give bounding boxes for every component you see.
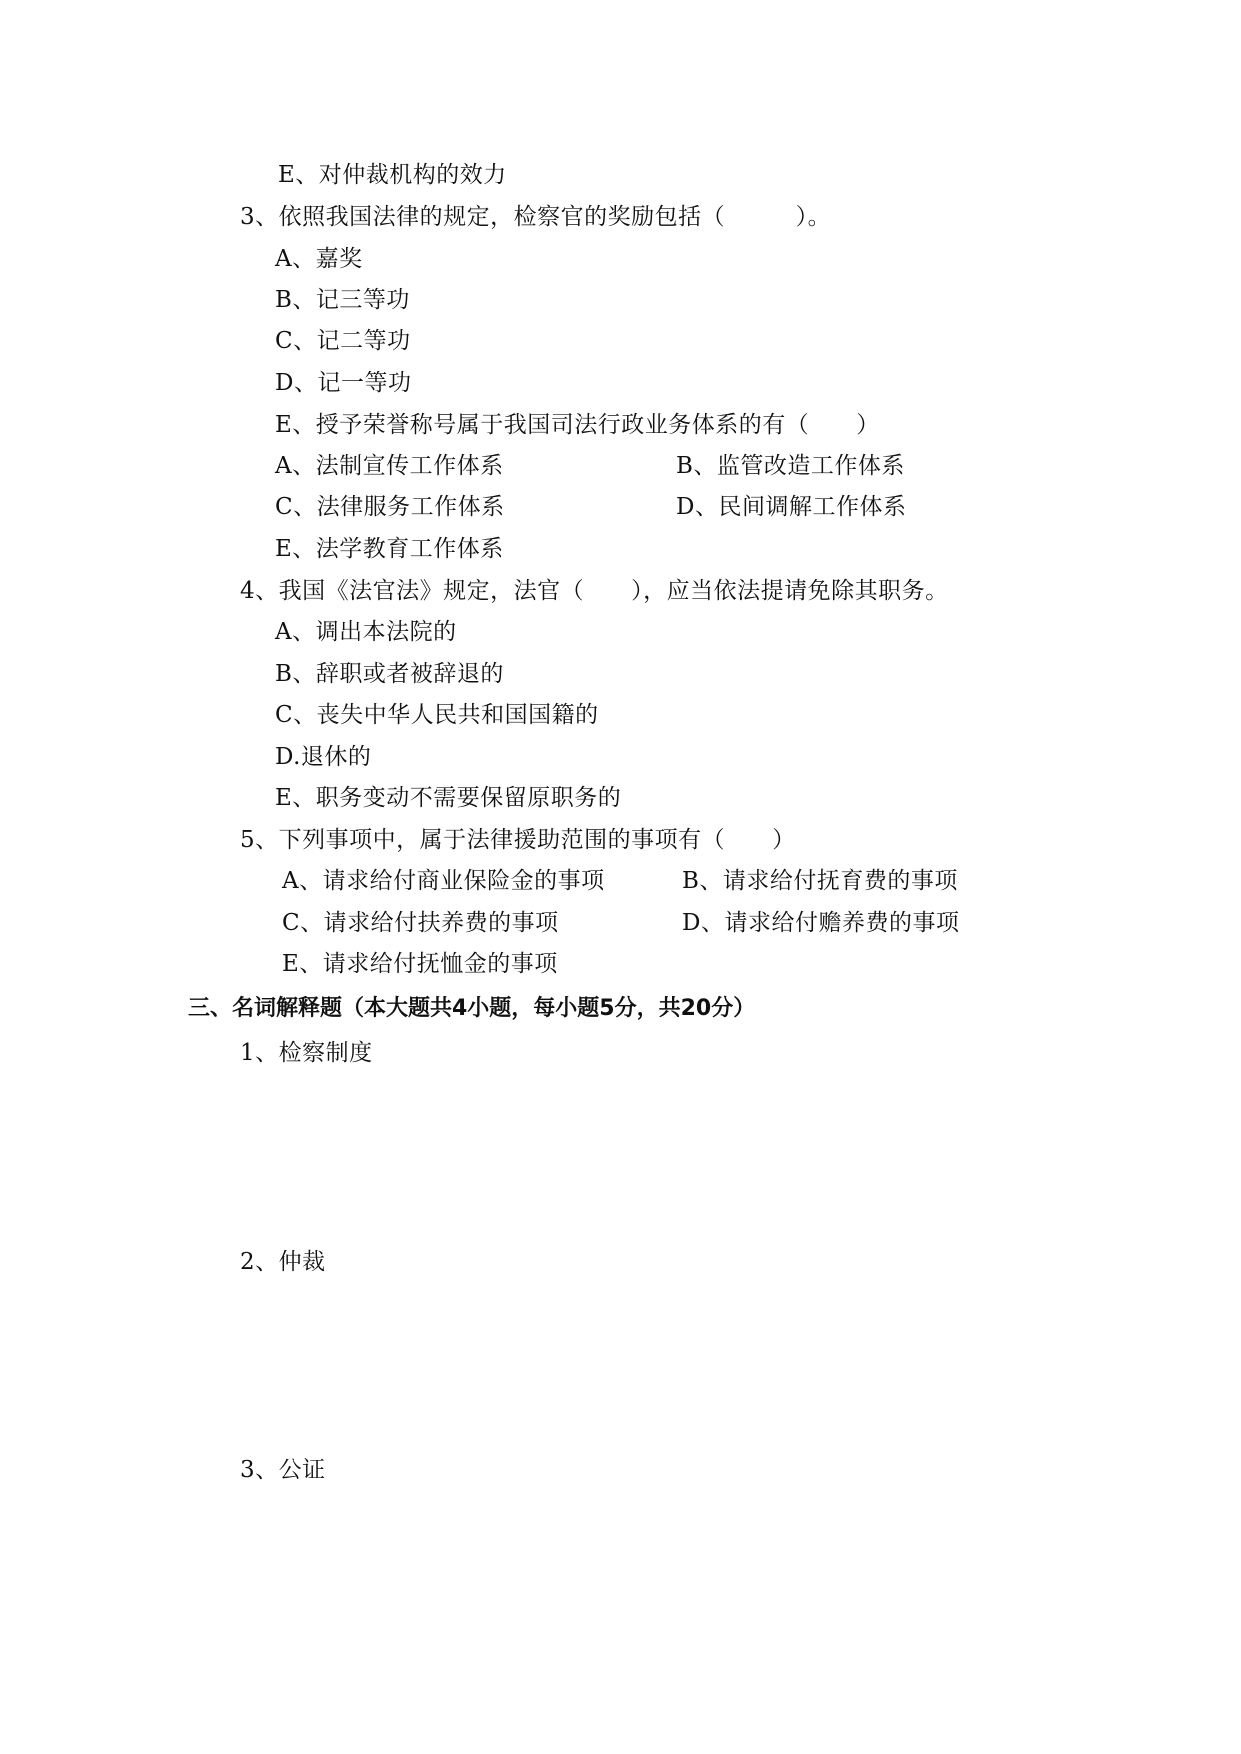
q3-option-d: D、记一等功: [275, 370, 412, 396]
q4-option-d: D.退休的: [275, 744, 372, 770]
q5-option-d: D、请求给付赡养费的事项: [682, 910, 960, 936]
q5-option-c: C、请求给付扶养费的事项: [282, 910, 559, 936]
section-3-title: 三、名词解释题（本大题共4小题，每小题5分，共20分）: [188, 996, 756, 1021]
q3-option-c: C、记二等功: [275, 328, 411, 354]
term-item-2: 2、仲裁: [240, 1249, 326, 1275]
q4-option-c: C、丧失中华人民共和国国籍的: [275, 702, 599, 728]
q4-option-e: E、职务变动不需要保留原职务的: [275, 785, 622, 811]
q4-stem: 4、我国《法官法》规定，法官（ ），应当依法提请免除其职务。: [240, 578, 949, 604]
q3-extra-option-a: A、法制宣传工作体系: [275, 453, 504, 479]
q5-option-a: A、请求给付商业保险金的事项: [282, 868, 605, 894]
q3-option-b: B、记三等功: [275, 287, 410, 313]
q3-extra-option-d: D、民间调解工作体系: [676, 494, 907, 520]
term-item-3: 3、公证: [240, 1457, 326, 1483]
q4-option-a: A、调出本法院的: [275, 619, 457, 645]
q5-option-e: E、请求给付抚恤金的事项: [282, 951, 558, 977]
term-item-1: 1、检察制度: [240, 1040, 373, 1066]
q4-option-b: B、辞职或者被辞退的: [275, 661, 504, 687]
q3-stem: 3、依照我国法律的规定，检察官的奖励包括（ ）。: [240, 204, 832, 230]
q3-option-e: E、授予荣誉称号属于我国司法行政业务体系的有（ ）: [275, 412, 880, 438]
q5-option-b: B、请求给付抚育费的事项: [682, 868, 958, 894]
q2-option-e: E、对仲裁机构的效力: [278, 162, 507, 188]
q3-extra-option-e: E、法学教育工作体系: [275, 536, 504, 562]
q3-extra-option-b: B、监管改造工作体系: [676, 453, 905, 479]
q3-option-a: A、嘉奖: [275, 246, 363, 272]
q3-extra-option-c: C、法律服务工作体系: [275, 494, 505, 520]
q5-stem: 5、下列事项中，属于法律援助范围的事项有（ ）: [240, 827, 796, 853]
